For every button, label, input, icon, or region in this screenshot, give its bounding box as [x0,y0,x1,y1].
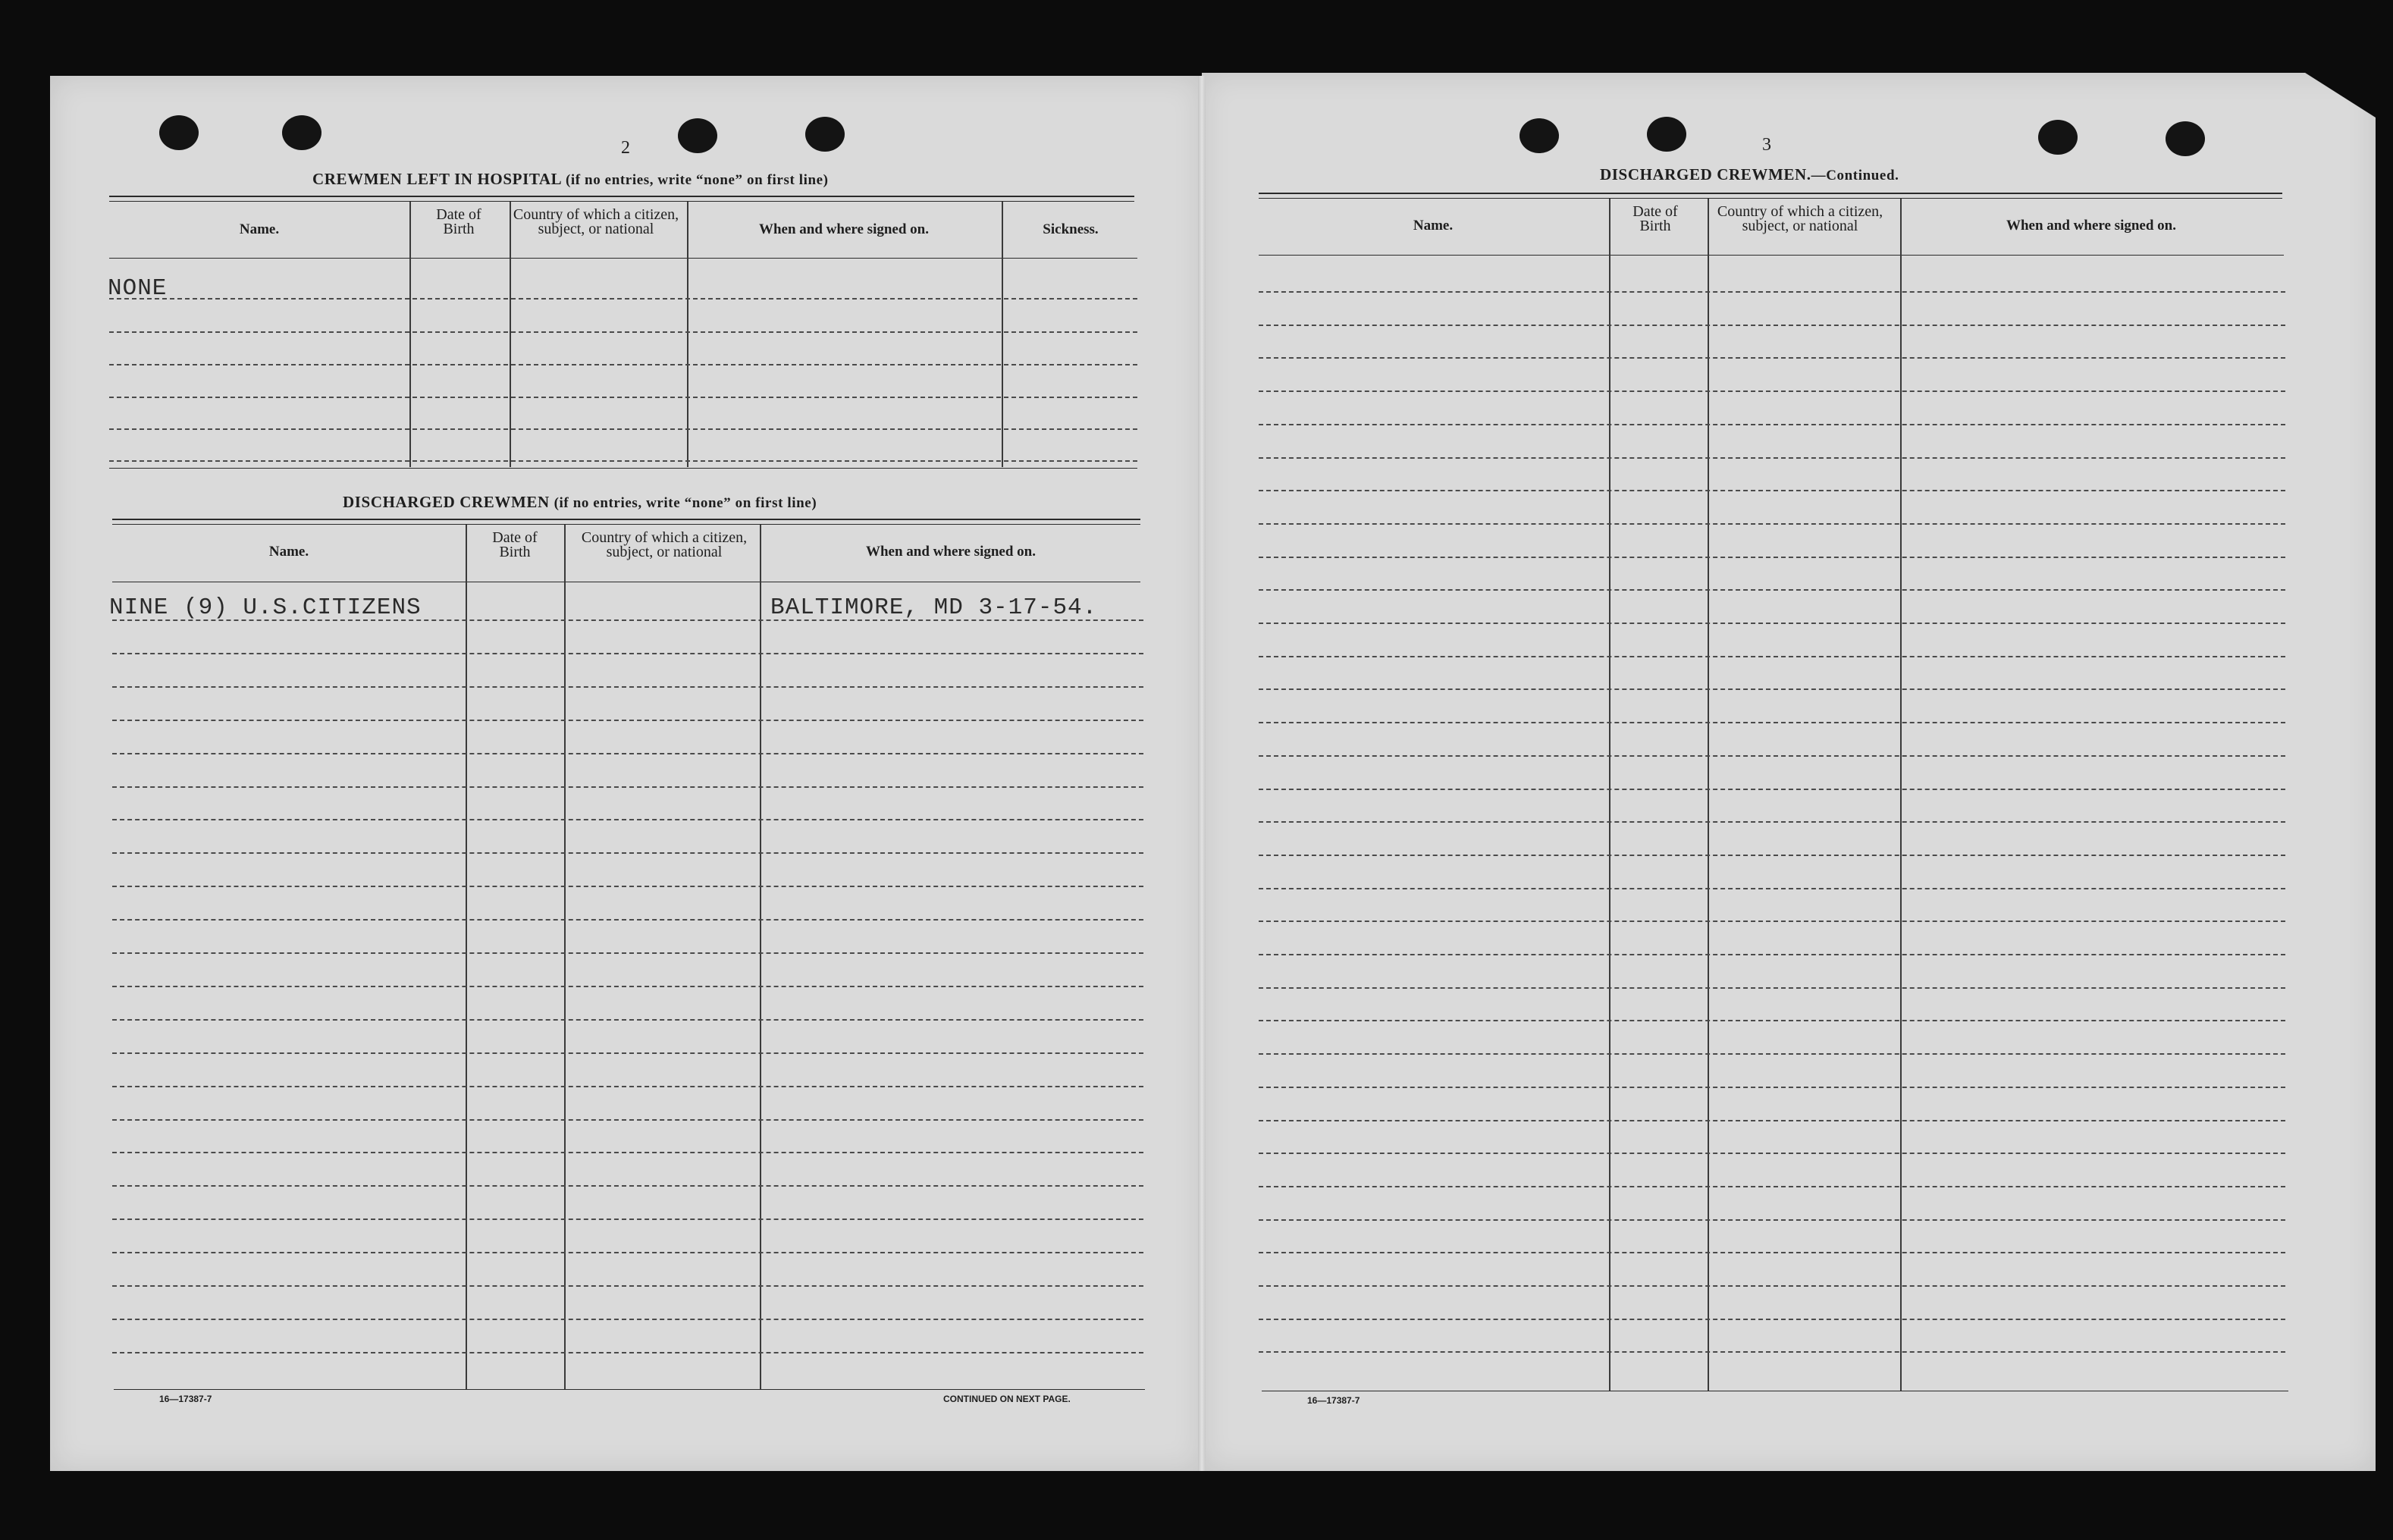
form-row-line [1259,557,2285,558]
punch-hole [805,117,845,152]
hospital-col-divider [510,202,511,467]
form-row-line [112,1086,1143,1087]
form-row-line [1259,821,2285,823]
discharged-header-name: Name. [268,544,309,560]
hospital-title-note: (if no entries, write “none” on first line) [565,172,829,188]
punch-hole [282,115,321,150]
form-row-line [112,1119,1143,1121]
form-row-line [1259,1219,2285,1221]
right-form-page [1202,73,2376,1471]
continued-note: CONTINUED ON NEXT PAGE. [943,1394,1071,1404]
discharged-section-title [343,493,817,512]
form-row-line [1259,987,2285,989]
form-row-line [1259,1120,2285,1121]
continued-col-divider [1708,199,1709,1391]
form-number: 16—17387-7 [159,1394,212,1404]
form-row-line [112,1052,1143,1054]
hospital-row-line [109,364,1137,365]
form-row-line [1259,1020,2285,1021]
hospital-section-title [312,170,829,189]
form-row-line [1259,855,2285,856]
discharged-entry-name: NINE (9) U.S.CITIZENS [109,594,422,621]
punch-hole [678,118,717,153]
form-row-line [1259,390,2285,392]
form-row-line [112,720,1143,721]
punch-hole [2038,120,2078,155]
hospital-header-name: Name. [239,221,280,237]
form-row-line [1259,1186,2285,1187]
form-row-line [1259,523,2285,525]
continued-title-text: DISCHARGED CREWMEN. [1600,165,1811,183]
discharged-col-divider [760,525,761,1389]
continued-header-country: Country of which a citizen, subject, or national [1717,203,1883,234]
form-row-line [1259,688,2285,690]
discharged-title-text: DISCHARGED CREWMEN [343,493,550,511]
page-number: 2 [621,138,630,158]
hospital-row-line [109,397,1137,398]
form-row-line [1259,954,2285,955]
hospital-bottom-rule [109,468,1137,469]
form-row-line [1259,755,2285,757]
discharged-col-divider [564,525,566,1389]
form-row-line [112,886,1143,887]
form-row-line [112,753,1143,754]
punch-hole [159,115,199,150]
form-row-line [112,1019,1143,1021]
continued-header-dob: Date of Birth [1632,203,1678,234]
form-row-line [1259,457,2285,459]
continued-top-rule [1259,193,2282,194]
punch-hole [1647,117,1686,152]
form-row-line [1259,490,2285,491]
form-row-line [112,686,1143,688]
form-row-line [112,819,1143,820]
form-row-line [1259,1153,2285,1154]
form-number: 16—17387-7 [1307,1395,1360,1406]
form-row-line [1259,789,2285,790]
form-row-line [112,1219,1143,1220]
punch-hole [1520,118,1559,153]
form-row-line [112,653,1143,654]
form-row-line [112,1185,1143,1187]
form-row-line [1259,623,2285,624]
hospital-header-signed-on: When and where signed on. [758,221,929,237]
hospital-header-sickness: Sickness. [1043,221,1099,237]
discharged-col-divider [466,525,467,1389]
continued-section-title [1600,165,1899,184]
form-row-line [1259,1252,2285,1253]
continued-header-name: Name. [1413,218,1454,234]
discharged-bottom-rule [114,1389,1145,1390]
hospital-col-divider [1002,202,1003,467]
form-row-line [1259,1351,2285,1353]
hospital-row-line [109,331,1137,333]
continued-top-rule-2 [1259,198,2282,199]
left-form-page [50,76,1202,1471]
discharged-top-rule-2 [112,524,1140,525]
page-number: 3 [1762,135,1771,155]
discharged-title-note: (if no entries, write “none” on first line) [554,495,817,511]
form-row-line [1259,325,2285,326]
form-row-line [1259,1319,2285,1320]
hospital-col-divider [687,202,688,467]
continued-title-suffix: —Continued. [1811,168,1899,183]
discharged-entry-signed-on: BALTIMORE, MD 3-17-54. [770,594,1098,621]
form-row-line [112,1252,1143,1253]
discharged-header-signed-on: When and where signed on. [865,544,1036,560]
hospital-header-dob: Date of Birth [436,206,481,237]
form-row-line [1259,1285,2285,1287]
hospital-row-line [109,460,1137,462]
form-row-line [1259,291,2285,293]
form-row-line [112,786,1143,788]
form-row-line [112,852,1143,854]
punch-hole [2166,121,2205,156]
hospital-title-text: CREWMEN LEFT IN HOSPITAL [312,170,562,188]
form-row-line [112,1319,1143,1320]
form-row-line [112,1352,1143,1353]
discharged-header-dob: Date of Birth [492,529,538,560]
form-row-line [1259,722,2285,723]
form-row-line [112,1152,1143,1153]
form-row-line [1259,888,2285,889]
discharged-header-country: Country of which a citizen, subject, or national [581,529,748,560]
discharged-top-rule [112,519,1140,520]
continued-header-signed-on: When and where signed on. [2006,218,2176,234]
form-row-line [112,952,1143,954]
continued-col-divider [1609,199,1610,1391]
form-row-line [112,1285,1143,1287]
form-row-line [112,619,1143,621]
hospital-top-rule-2 [109,201,1134,202]
form-row-line [1259,921,2285,922]
hospital-top-rule [109,196,1134,197]
form-row-line [1259,589,2285,591]
hospital-entry-name: NONE [108,275,168,302]
form-row-line [1259,1053,2285,1055]
form-row-line [1259,424,2285,425]
form-row-line [1259,1087,2285,1088]
form-row-line [1259,656,2285,657]
form-row-line [1259,357,2285,359]
form-row-line [112,919,1143,921]
form-row-line [112,986,1143,987]
hospital-col-divider [409,202,411,467]
hospital-row-line [109,298,1137,300]
hospital-header-rule [109,258,1137,259]
continued-col-divider [1900,199,1902,1391]
hospital-row-line [109,428,1137,430]
hospital-header-country: Country of which a citizen, subject, or national [513,206,679,237]
continued-header-rule [1259,255,2284,256]
page-fold [1198,76,1206,1471]
